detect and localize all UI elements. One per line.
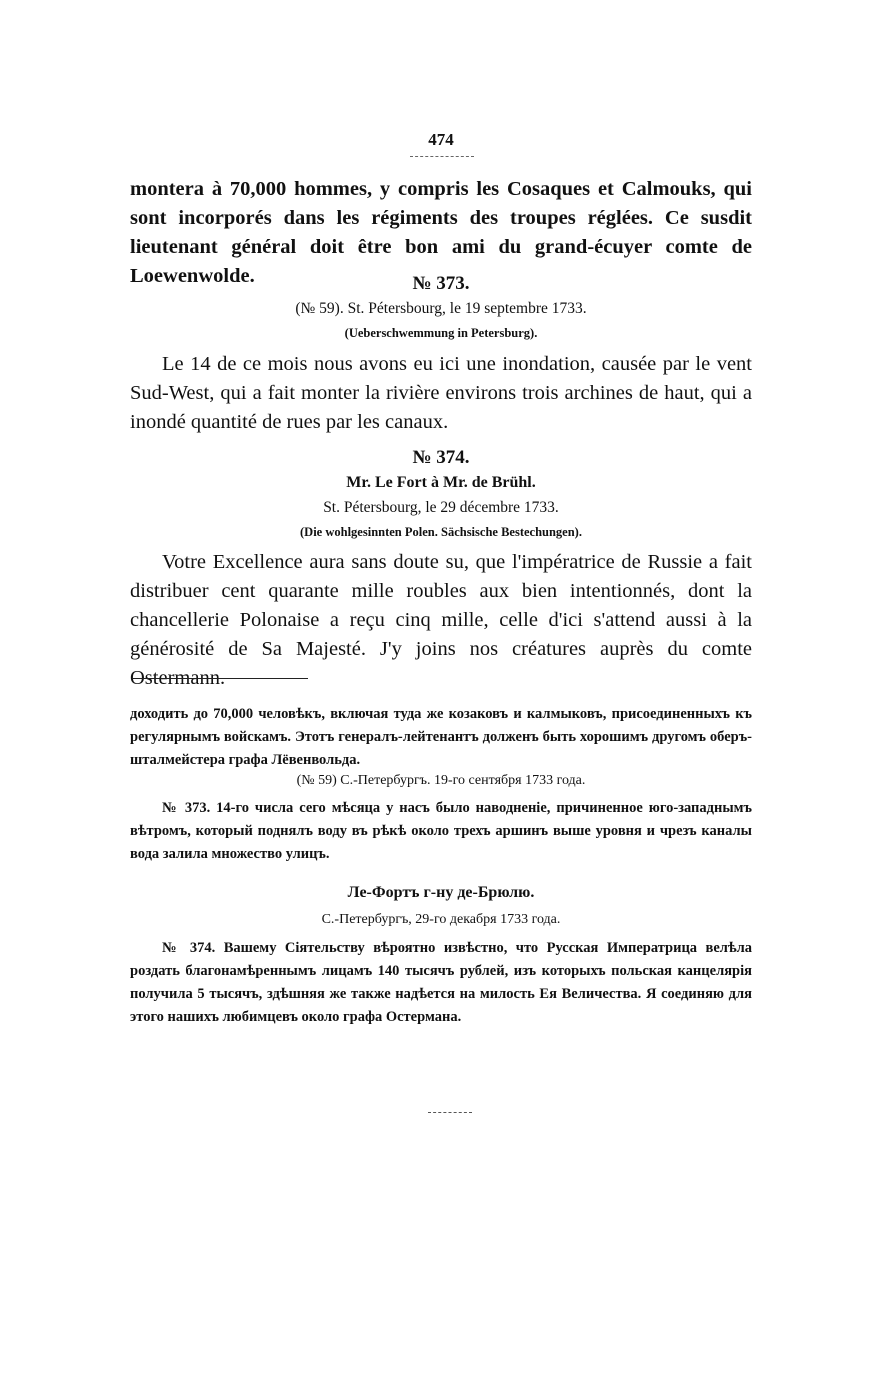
russian-374-dateline: С.-Петербургъ, 29-го декабря 1733 года. [321,912,561,927]
doc-373-body: Le 14 de ce mois nous avons eu ici une inondation, causée par le vent Sud-West, qui a fait monter la rivière environs trois archines de haut, qui a inondé quantité de rues par les canaux. [130,353,752,433]
page-number: 474 [428,130,454,149]
doc-373-number: № 373. [412,273,470,294]
doc-374-dateline: St. Pétersbourg, le 29 décembre 1733. [323,499,559,516]
doc-374-addressee: Mr. Le Fort à Mr. de Brühl. [346,474,536,491]
footnote-separator [132,678,308,679]
doc-374-number: № 374. [412,447,470,468]
russian-373-body: № 373. 14-го числа сего мѣсяца у насъ было наводненіе, причиненное юго-западнымъ вѣтромъ, который поднялъ воду въ рѣкѣ около трехъ аршинъ выше уровня и чрезъ каналы вода залила множество улицъ. [130,800,752,862]
doc-374-subtitle: (Die wohlgesinnten Polen. Sächsische Bestechungen). [300,525,582,539]
doc-374-body: Votre Excellence aura sans doute su, que l'impératrice de Russie a fait distribuer cent quarante mille roubles aux bien intentionnés, dont la chancellerie Polonaise a reçu cinq mille, celle d'ici s'attend aussi à la générosité de Sa Majesté. J'y joins nos créatures auprès du comte Ostermann. [130,551,752,689]
russian-continuation-paragraph: доходить до 70,000 человѣкъ, включая туда же козаковъ и калмыковъ, присоединенныхъ къ регулярнымъ войскамъ. Этотъ генералъ-лейтенантъ долженъ быть хорошимъ другомъ оберъ-шталмейстера графа Лёвенвольда. [130,706,752,768]
page-number-rule [410,156,474,157]
doc-373-dateline: (№ 59). St. Pétersbourg, le 19 septembre 1733. [295,300,587,317]
russian-374-body: № 374. Вашему Сіятельству вѣроятно извѣстно, что Русская Императрица велѣла роздать благонамѣреннымъ лицамъ 140 тысячъ рублей, изъ которыхъ польская канцелярія получила 5 тысячъ, здѣшняя же также надѣется на милость Ея Величества. Я соединяю для этого нашихъ любимцевъ около графа Остермана. [130,940,752,1025]
russian-374-addressee: Ле-Фортъ г-ну де-Брюлю. [347,884,535,901]
end-of-page-mark [428,1112,472,1113]
russian-373-dateline: (№ 59) С.-Петербургъ. 19-го сентября 1733 года. [296,773,586,788]
french-continuation-paragraph: montera à 70,000 hommes, y compris les Cosaques et Calmouks, qui sont incorporés dans les régiments des troupes réglées. Ce susdit lieutenant général doit être bon ami du grand-écuyer comte de Loewenwolde. [130,178,752,287]
doc-373-subtitle: (Ueberschwemmung in Petersburg). [344,326,538,340]
